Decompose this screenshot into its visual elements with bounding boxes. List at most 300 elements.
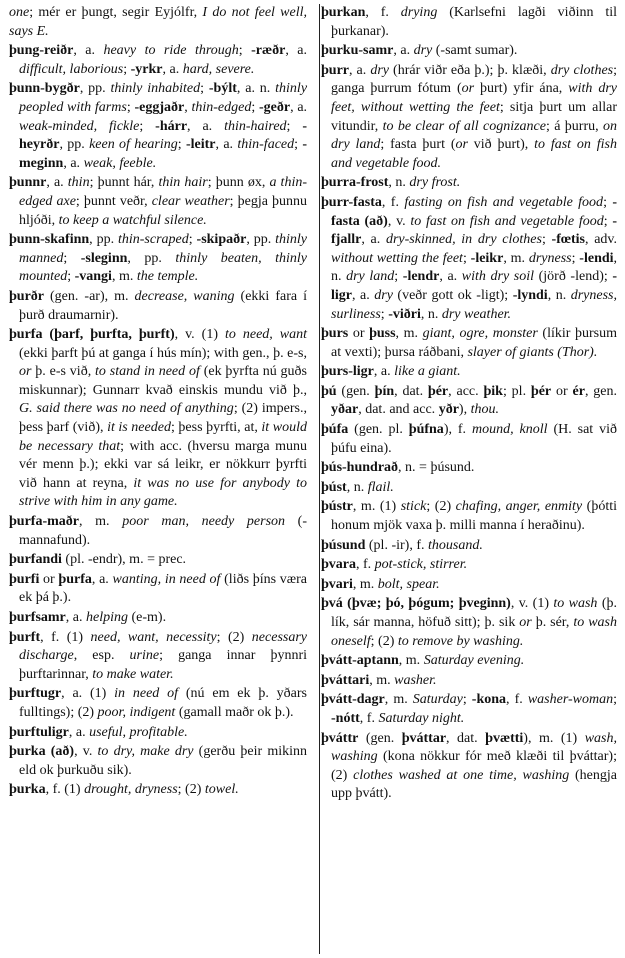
headword: þú <box>321 383 337 399</box>
gloss: heavy to ride through <box>103 43 239 59</box>
headword: -meginn <box>19 137 307 171</box>
headword: þurka <box>9 782 46 798</box>
gloss: thin hair <box>158 175 208 191</box>
gloss: dryness, surliness <box>331 287 618 322</box>
entry-text: , f. <box>506 692 528 708</box>
dictionary-entry <box>321 421 617 458</box>
entry-text: , m. <box>111 269 137 285</box>
headword: þuss <box>369 326 396 342</box>
gloss: or <box>519 615 532 630</box>
entry-text: (hengja upp þvátt). <box>331 767 618 802</box>
entry-text: ; <box>123 61 131 77</box>
entry-text: (þ. lík, sár manna, höfuð sitt); þ. sik <box>331 596 617 630</box>
entry-text: ; <box>613 692 617 708</box>
entry-text: ; <box>462 250 471 266</box>
headword: þvátt-dagr <box>321 692 385 708</box>
entry-text: ; <box>286 118 303 134</box>
dictionary-entry <box>321 672 617 691</box>
entry-text: , a. <box>439 269 462 285</box>
entry-text: , n. <box>547 287 571 303</box>
gloss: thousand. <box>427 537 483 553</box>
gloss: helping <box>86 610 128 625</box>
gloss: dry clothes <box>550 62 614 78</box>
entry-text: ; þess þyrfti, at, <box>170 420 262 436</box>
gloss: dry-skinned, in dry clothes <box>385 232 542 248</box>
headword: þús-hundrað <box>321 460 399 476</box>
entry-text: , a. <box>63 155 84 171</box>
gloss: one <box>9 5 30 20</box>
entry-text: , m. <box>384 692 413 708</box>
gloss: clothes washed at one time, washing <box>353 767 570 783</box>
dictionary-entry <box>9 609 307 628</box>
entry-text: , n. = þúsund. <box>398 460 475 476</box>
entry-text: , n. <box>331 250 618 285</box>
gloss: with dry feet, without wetting the feet <box>331 81 618 115</box>
entry-text: ; (2) <box>177 782 205 798</box>
entry-text: , a. <box>68 724 90 740</box>
gloss: to wash <box>553 596 598 612</box>
entry-text: or <box>551 383 573 399</box>
entry-text: , esp. <box>73 648 130 664</box>
gloss: thin <box>67 175 90 191</box>
headword: -lendr <box>402 269 440 285</box>
headword: þurðr <box>9 288 44 304</box>
entry-text: , adv. <box>584 232 618 248</box>
entry-text: (-samt sumar). <box>432 43 518 59</box>
dictionary-entry <box>9 42 307 79</box>
entry-text: , pp. <box>127 250 176 266</box>
gloss: difficult, laborious <box>19 61 124 77</box>
gloss: bolt, spear. <box>377 576 440 592</box>
entry-text: or <box>348 326 370 342</box>
entry-text: , m. <box>398 653 424 669</box>
entry-text: ; þegja þunnu hljóði, <box>19 193 307 228</box>
gloss: a thin-edged axe <box>19 175 308 209</box>
gloss: or <box>461 81 475 97</box>
gloss: thin-haired <box>224 118 287 134</box>
gloss: to fast on fish and vegetable food <box>410 213 604 229</box>
dictionary-entry <box>9 231 307 287</box>
headword: þurfsamr <box>9 610 66 625</box>
entry-text: , n. <box>346 479 368 495</box>
entry-text: , m. <box>79 514 123 530</box>
entry-text: , m. <box>369 672 395 688</box>
entry-text: , a. <box>46 175 68 191</box>
entry-text: ; (2) <box>370 633 398 649</box>
headword: -heyrðr <box>19 118 308 153</box>
headword: þurfa (þarf, þurfta, þurft) <box>9 327 175 343</box>
headword: -fasta (að) <box>331 194 617 229</box>
entry-text: ), <box>458 402 471 418</box>
headword: þváttr <box>321 730 359 746</box>
headword: þér <box>530 383 552 399</box>
entry-text: ; <box>603 213 613 229</box>
dictionary-entry <box>321 595 617 651</box>
entry-text: , f. <box>359 710 379 726</box>
entry-text: , a. <box>285 43 308 59</box>
entry-text: ), f. <box>443 422 472 438</box>
entry-text: , v. <box>74 744 98 760</box>
gloss: to fast on fish and vegetable food. <box>331 137 617 171</box>
gloss: to wash oneself <box>331 615 618 649</box>
entry-text: ; fasta þurt ( <box>380 137 456 153</box>
gloss: weak-minded, fickle <box>19 118 140 134</box>
dictionary-entry <box>9 781 307 800</box>
headword: -leitr <box>185 137 216 153</box>
dictionary-entry <box>321 576 617 595</box>
entry-text: ; ganga þurrum fótum ( <box>331 62 617 97</box>
gloss: stick <box>400 499 427 515</box>
headword: þúfa <box>321 422 349 438</box>
entry-text: við þurt), <box>467 137 535 153</box>
dictionary-entry <box>9 571 307 608</box>
entry-text: ; <box>394 269 403 285</box>
gloss: or <box>455 137 468 153</box>
entry-text: ; <box>67 269 75 285</box>
headword: þurfa <box>58 571 92 587</box>
entry-text: ; ganga innar þynnri þurftarinnar, <box>19 648 307 682</box>
headword: þurs-ligr <box>321 364 374 380</box>
headword: -yrkr <box>130 61 163 77</box>
gloss: to stand in need of <box>95 364 200 380</box>
headword: -geðr <box>258 99 291 115</box>
entry-text: (gen. <box>336 383 375 399</box>
entry-text: (veðr gott ok -ligt); <box>392 287 513 303</box>
entry-text: (kona nökkur fór með klæði til þváttar); (2) <box>331 749 617 783</box>
headword: -ligr <box>331 269 618 303</box>
dictionary-entry <box>9 4 307 41</box>
headword: þurft <box>9 629 41 645</box>
gloss: washer. <box>394 672 437 688</box>
headword: yðar <box>331 402 359 418</box>
entry-text: ; mér er þungt, segir Eyjólfr, <box>29 5 203 20</box>
dictionary-entry <box>9 326 307 512</box>
gloss: to remove by washing. <box>397 633 524 649</box>
entry-text: , a. (1) <box>61 686 115 702</box>
entry-text: , f. <box>381 194 405 210</box>
dictionary-entry <box>321 691 617 728</box>
entry-text: , a. <box>187 118 225 134</box>
entry-text: , dat. <box>446 730 486 746</box>
headword: -vangi <box>74 269 112 285</box>
headword: -sleginn <box>80 250 128 266</box>
dictionary-entry <box>321 498 617 535</box>
entry-text: þ. e-s við, <box>31 364 96 380</box>
entry-text: þ. sér, <box>531 615 574 630</box>
headword: -skipaðr <box>196 232 247 248</box>
entry-text: , m. (1) <box>352 499 401 515</box>
gloss: dry <box>370 62 389 78</box>
headword: -býlt <box>208 81 237 97</box>
entry-text: or <box>39 571 59 587</box>
gloss: Saturday night. <box>378 710 465 726</box>
gloss: I do not feel well, says E. <box>9 5 307 39</box>
gloss: thinly manned <box>19 232 308 266</box>
dictionary-entry <box>9 288 307 325</box>
entry-text: ; þunnt hár, <box>89 175 159 191</box>
gloss: decrease, waning <box>134 288 235 304</box>
gloss: to need, want <box>224 327 307 343</box>
entry-text: (ekki þarft þú at ganga í hús mín); with gen., þ. e-s, <box>19 345 307 361</box>
entry-text: (gamall maðr ok þ.). <box>175 704 294 720</box>
entry-text: , n. <box>388 175 410 191</box>
gloss: the temple. <box>136 269 199 285</box>
entry-text: , v. (1) <box>174 327 225 343</box>
gloss: giant, ogre, monster <box>422 326 538 342</box>
gloss: wanting, in need of <box>112 571 221 587</box>
entry-text: ; <box>139 118 156 134</box>
gloss: dry <box>413 43 433 59</box>
headword: þvara <box>321 557 356 573</box>
gloss: poor man, needy person <box>122 514 286 530</box>
entry-text: (líkir þursum at vexti); þursa ráðbani, <box>331 326 617 360</box>
headword: -viðri <box>388 306 421 322</box>
entry-text: (gen. pl. <box>348 422 409 438</box>
headword: þurfi <box>9 571 40 587</box>
dictionary-entry <box>9 80 307 173</box>
headword: þurku-samr <box>321 43 394 59</box>
entry-text: (e-m). <box>128 610 167 625</box>
entry-text: , a. <box>290 99 308 115</box>
entry-text: , m. <box>395 326 423 342</box>
gloss: useful, profitable. <box>89 724 188 740</box>
entry-text: (jörð -lend); <box>534 269 613 285</box>
gloss: G. said there was no need of anything <box>19 401 234 417</box>
entry-text: (nú em ek þ. yðars fulltings); (2) <box>19 686 307 720</box>
gloss: dry land <box>346 269 395 285</box>
dictionary-entry <box>321 556 617 575</box>
gloss: need, want, necessity <box>90 629 217 645</box>
entry-text: ; þunn øx, <box>207 175 270 191</box>
headword: þurftuligr <box>9 724 69 740</box>
dictionary-entry <box>321 730 617 804</box>
headword: þústr <box>321 499 353 515</box>
entry-text: ; <box>571 250 580 266</box>
entry-text: (hrár viðr eða þ.); þ. klæði, <box>389 62 551 78</box>
gloss: Saturday <box>412 692 463 708</box>
dictionary-entry <box>9 513 307 550</box>
headword: -hárr <box>155 118 188 134</box>
dictionary-entry <box>321 383 617 420</box>
dictionary-entry <box>321 479 617 498</box>
gloss: thin-scraped <box>117 232 189 248</box>
entry-text: , pp. <box>246 232 276 248</box>
headword: þvari <box>321 576 353 592</box>
gloss: weak, feeble. <box>83 155 157 171</box>
entry-text: ; (2) <box>426 499 456 515</box>
headword: þúsund <box>321 537 366 553</box>
gloss: thin-edged <box>191 99 252 115</box>
entry-text: , a. <box>162 61 183 77</box>
column-divider <box>319 4 320 954</box>
headword: þik <box>483 383 503 399</box>
entry-text: , v. <box>387 213 411 229</box>
headword: þurftugr <box>9 686 62 702</box>
entry-text: , dat. and acc. <box>358 402 439 418</box>
entry-text: ; <box>177 137 186 153</box>
headword: þurfa-maðr <box>9 514 79 530</box>
entry-text: , a. <box>352 287 375 303</box>
entry-text: , pp. <box>59 137 90 153</box>
headword: -kona <box>471 692 507 708</box>
right-column <box>313 4 617 958</box>
entry-text: , a. <box>393 43 414 59</box>
gloss: mound, knoll <box>471 422 548 438</box>
gloss: thinly peopled with farms <box>19 81 308 115</box>
headword: þín <box>374 383 395 399</box>
headword: þunn-bygðr <box>9 81 80 97</box>
headword: þúfna <box>408 422 444 438</box>
entry-text: , gen. <box>584 383 617 399</box>
gloss: like a giant. <box>394 364 461 380</box>
gloss: dry weather. <box>441 306 512 322</box>
headword: þurkan <box>321 5 366 20</box>
entry-text: ; sitja þurt um allar vitundir, <box>331 99 617 134</box>
dictionary-entry <box>9 174 307 230</box>
gloss: with dry soil <box>461 269 534 285</box>
entry-text: (gerðu þeir mikinn eld ok þurkuðu sik). <box>19 744 307 778</box>
entry-text: , a. <box>373 364 395 380</box>
gloss: it was no use for anybody to strive with him in any game. <box>19 475 307 510</box>
headword: -ræðr <box>251 43 286 59</box>
dictionary-entry <box>321 42 617 61</box>
headword: -lyndi <box>512 287 548 303</box>
entry-text: ; pl. <box>502 383 531 399</box>
dictionary-entry <box>9 685 307 722</box>
headword: þváttari <box>321 672 370 688</box>
entry-text: (liðs þíns væra ek þá þ.). <box>19 571 307 606</box>
headword: þurr <box>321 62 349 78</box>
gloss: fasting on fish and vegetable food <box>404 194 604 210</box>
headword: þunnr <box>9 175 47 191</box>
entry-text: þurt) yfir ána, <box>474 81 569 97</box>
entry-text: , a. <box>349 62 371 78</box>
entry-text: , a. <box>73 43 104 59</box>
entry-text: (Karlsefni lagði viðinn til þurkanar). <box>331 5 617 39</box>
entry-text: , a. <box>361 232 386 248</box>
headword: þung-reiðr <box>9 43 74 59</box>
entry-text: ; <box>541 232 552 248</box>
gloss: dry frost. <box>409 175 461 191</box>
entry-text: ; <box>603 194 613 210</box>
headword: -nótt <box>331 710 360 726</box>
headword: ér <box>572 383 585 399</box>
entry-text: ; <box>188 232 197 248</box>
headword: -lendi <box>579 250 614 266</box>
gloss: keen of hearing <box>89 137 178 153</box>
entry-text: , a. n. <box>236 81 276 97</box>
dictionary-entry <box>321 459 617 478</box>
gloss: it is needed <box>107 420 171 436</box>
gloss: washer-woman <box>527 692 614 708</box>
entry-text: ; þunnt veðr, <box>75 193 152 209</box>
headword: þurs <box>321 326 349 342</box>
headword: -fjallr <box>331 213 618 248</box>
entry-text: ; <box>251 99 259 115</box>
headword: -fœtis <box>551 232 585 248</box>
entry-text: (-mannafund). <box>19 514 308 548</box>
headword: þurra-frost <box>321 175 389 191</box>
dictionary-entry <box>321 325 617 362</box>
entry-text: ; with acc. (hversu marga munu vér menn þ.); ekki var sá leikr, er nökkurr þyrfti við hann at reyna, <box>19 438 307 491</box>
entry-text: , pp. <box>79 81 111 97</box>
entry-text: , pp. <box>89 232 118 248</box>
gloss: urine <box>129 648 160 664</box>
headword: þér <box>427 383 449 399</box>
gloss: dryness <box>528 250 572 266</box>
gloss: dry <box>374 287 393 303</box>
entry-text: (pl. -endr), m. = prec. <box>61 552 187 568</box>
entry-text: , f. <box>356 557 375 573</box>
gloss: without wetting the feet <box>331 250 463 266</box>
gloss: thin-faced <box>237 137 295 153</box>
gloss: towel. <box>204 782 239 798</box>
dictionary-entry <box>321 537 617 556</box>
entry-text: ; <box>462 692 472 708</box>
entry-text: , a. <box>91 571 113 587</box>
dictionary-entry <box>9 629 307 685</box>
gloss: thinly inhabited <box>110 81 201 97</box>
headword: þurr-fasta <box>321 194 382 210</box>
entry-text: ; <box>200 81 209 97</box>
gloss: in need of <box>114 686 179 702</box>
gloss: thinly beaten, thinly mounted <box>19 250 307 285</box>
headword: þváttar <box>401 730 447 746</box>
headword: þvá (þvæ; þó, þógum; þveginn) <box>321 596 511 612</box>
gloss: to dry, make dry <box>97 744 194 760</box>
entry-text: ; á þurru, <box>545 118 603 134</box>
entry-text: (pl. -ir), f. <box>365 537 428 553</box>
entry-text: (H. sat við þúfu eina). <box>331 422 618 456</box>
gloss: chafing, anger, enmity <box>455 499 583 515</box>
entry-text: ; <box>380 306 389 322</box>
entry-text: ; <box>294 137 303 153</box>
dictionary-entry <box>321 4 617 41</box>
headword: yðr <box>438 402 459 418</box>
gloss: thou. <box>470 402 499 418</box>
headword: þvátt-aptann <box>321 653 399 669</box>
entry-text: , f. <box>365 5 401 20</box>
entry-text: (gen. -ar), m. <box>44 288 135 304</box>
entry-text: (ekki fara í þurð draumarnir). <box>19 288 307 323</box>
dictionary-entry <box>321 62 617 174</box>
gloss: to make water. <box>92 666 174 682</box>
headword: -eggjaðr <box>134 99 185 115</box>
gloss: wash, washing <box>331 730 617 765</box>
gloss: pot-stick, stirrer. <box>374 557 468 573</box>
gloss: clear weather <box>151 193 230 209</box>
gloss: hard, severe. <box>182 61 255 77</box>
entry-text: , a. <box>215 137 238 153</box>
gloss: it would be necessary that <box>19 420 307 454</box>
gloss: to keep a watchful silence. <box>58 212 207 228</box>
gloss: drought, dryness <box>84 782 178 798</box>
gloss: on dry land <box>331 118 617 153</box>
gloss: Saturday evening. <box>423 653 525 669</box>
entry-text: , m. <box>503 250 529 266</box>
entry-text: ; <box>126 99 135 115</box>
entry-text: , <box>184 99 192 115</box>
gloss: necessary discharge <box>19 629 307 664</box>
headword: þúst <box>321 479 347 495</box>
dictionary-entry <box>9 551 307 570</box>
entry-text: (gen. <box>358 730 402 746</box>
dictionary-entry <box>321 363 617 382</box>
entry-text: , a. <box>65 610 86 625</box>
headword: þurka (að) <box>9 744 75 760</box>
dictionary-entry <box>321 652 617 671</box>
entry-text: , acc. <box>448 383 484 399</box>
